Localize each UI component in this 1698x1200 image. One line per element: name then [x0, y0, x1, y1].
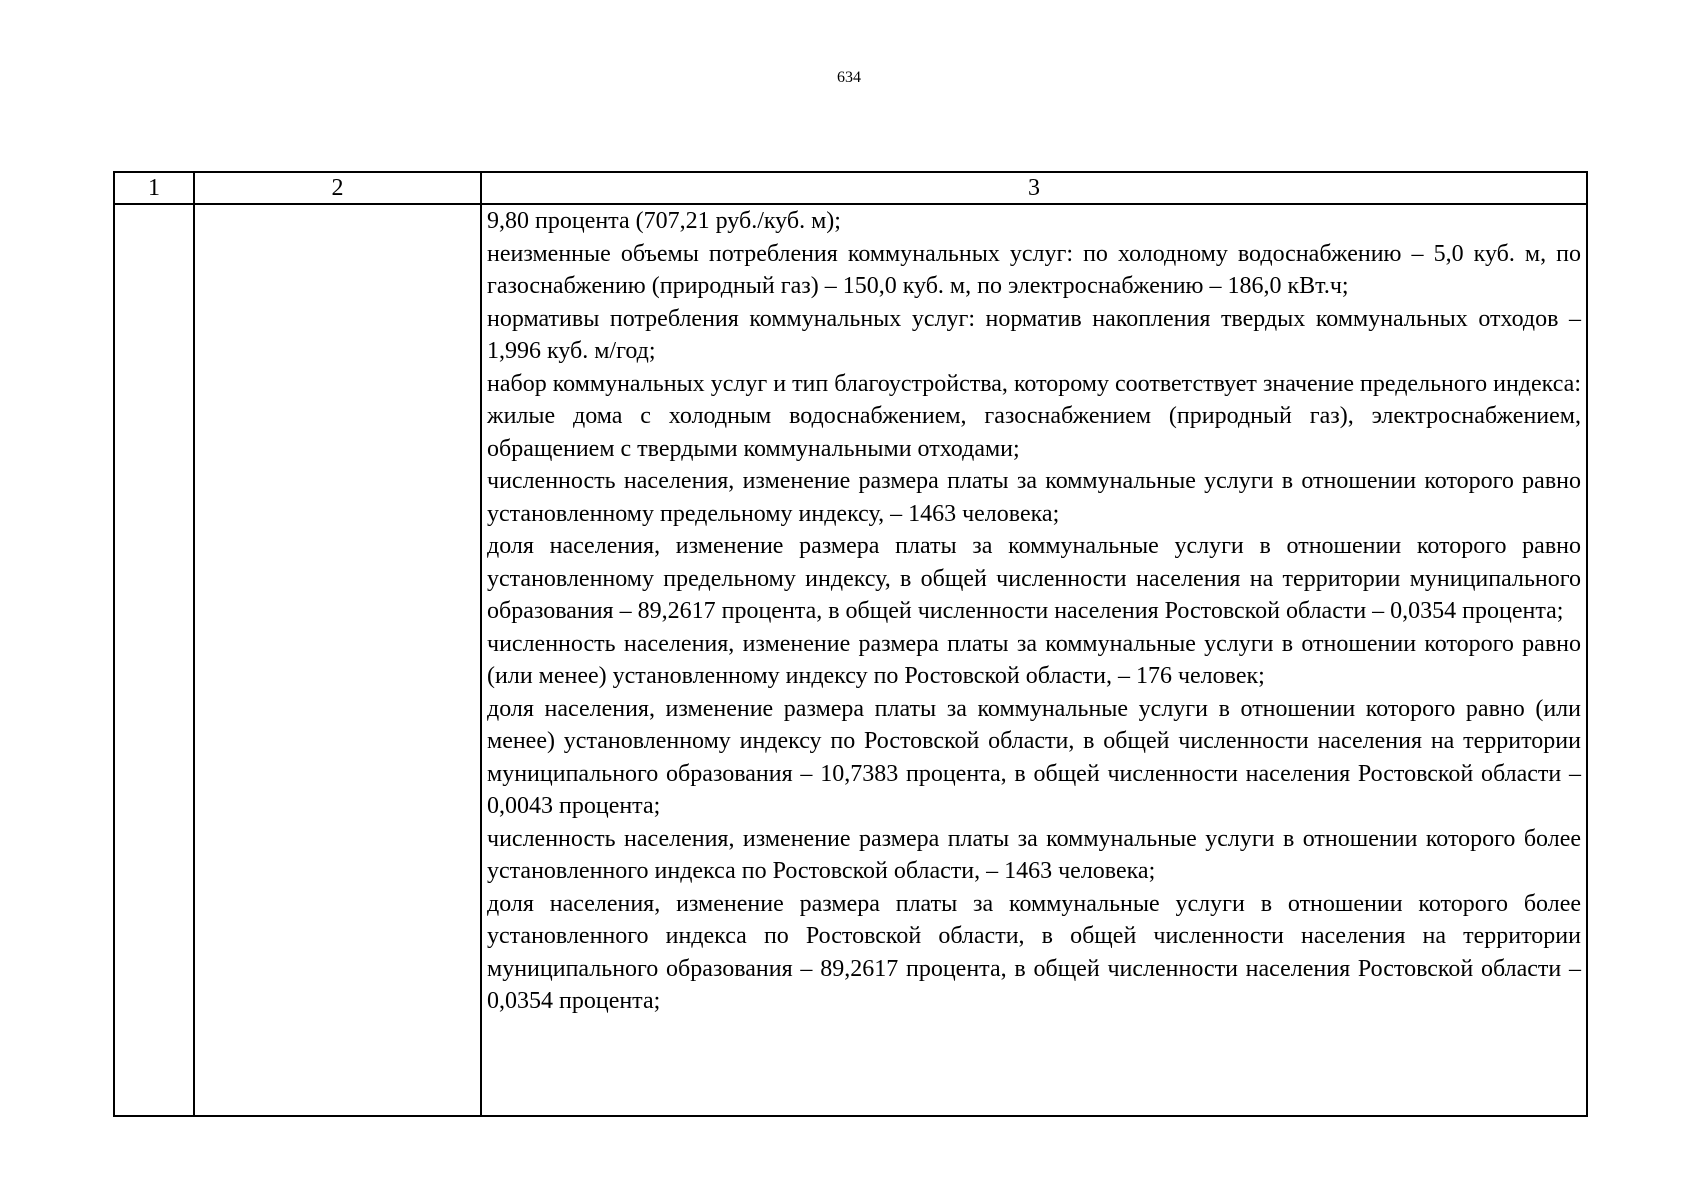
paragraph: 9,80 процента (707,21 руб./куб. м);: [487, 208, 841, 234]
paragraph: нормативы потребления коммунальных услуг: норматив накопления твердых коммунальных отходов – 1,996 куб. м/год;: [487, 305, 1581, 364]
paragraph: численность населения, изменение размера платы за коммунальные услуги в отношении которого более установленного индекса по Ростовской области, – 1463 человека;: [487, 825, 1581, 884]
paragraph: набор коммунальных услуг и тип благоустройства, которому соответствует значение предельного индекса: жилые дома с холодным водоснабжением, газоснабжением (природный газ), электроснабжением, обращением с твердыми коммунальными отходами;: [487, 370, 1581, 462]
cell-col-1: [114, 204, 194, 1116]
paragraph: доля населения, изменение размера платы за коммунальные услуги в отношении которого равно (или менее) установленному индексу по Ростовской области, в общей численности населения на территории муниципального образования – 10,7383 процента, в общей численности населения Ростовской области – 0,0043 процента;: [487, 695, 1581, 819]
paragraph: численность населения, изменение размера платы за коммунальные услуги в отношении которого равно установленному предельному индексу, – 1463 человека;: [487, 468, 1581, 527]
document-table: [113, 171, 1588, 1117]
table-header-row: [114, 172, 1587, 204]
cell-col-3: [481, 204, 1587, 1116]
cell-col-2: [194, 204, 481, 1116]
paragraph: доля населения, изменение размера платы за коммунальные услуги в отношении которого равно установленному предельному индексу, в общей численности населения на территории муниципального образования – 89,2617 процента, в общей численности населения Ростовской области – 0,0354 процента;: [487, 533, 1581, 624]
column-header-2: 2: [194, 172, 481, 204]
table-row: [114, 204, 1587, 1116]
paragraph: численность населения, изменение размера платы за коммунальные услуги в отношении которого равно (или менее) установленному индексу по Ростовской области, – 176 человек;: [487, 630, 1581, 689]
column-header-1: 1: [114, 172, 194, 204]
paragraph: неизменные объемы потребления коммунальных услуг: по холодному водоснабжению – 5,0 куб. м, по газоснабжению (природный газ) – 150,0 куб. м, по электроснабжению – 186,0 кВт.ч;: [487, 240, 1581, 299]
column-header-3: 3: [481, 172, 1587, 204]
paragraph: доля населения, изменение размера платы за коммунальные услуги в отношении которого более установленного индекса по Ростовской области, в общей численности населения на территории муниципального образования – 89,2617 процента, в общей численности населения Ростовской области – 0,0354 процента;: [487, 890, 1581, 1014]
page-number: 634: [837, 69, 861, 86]
